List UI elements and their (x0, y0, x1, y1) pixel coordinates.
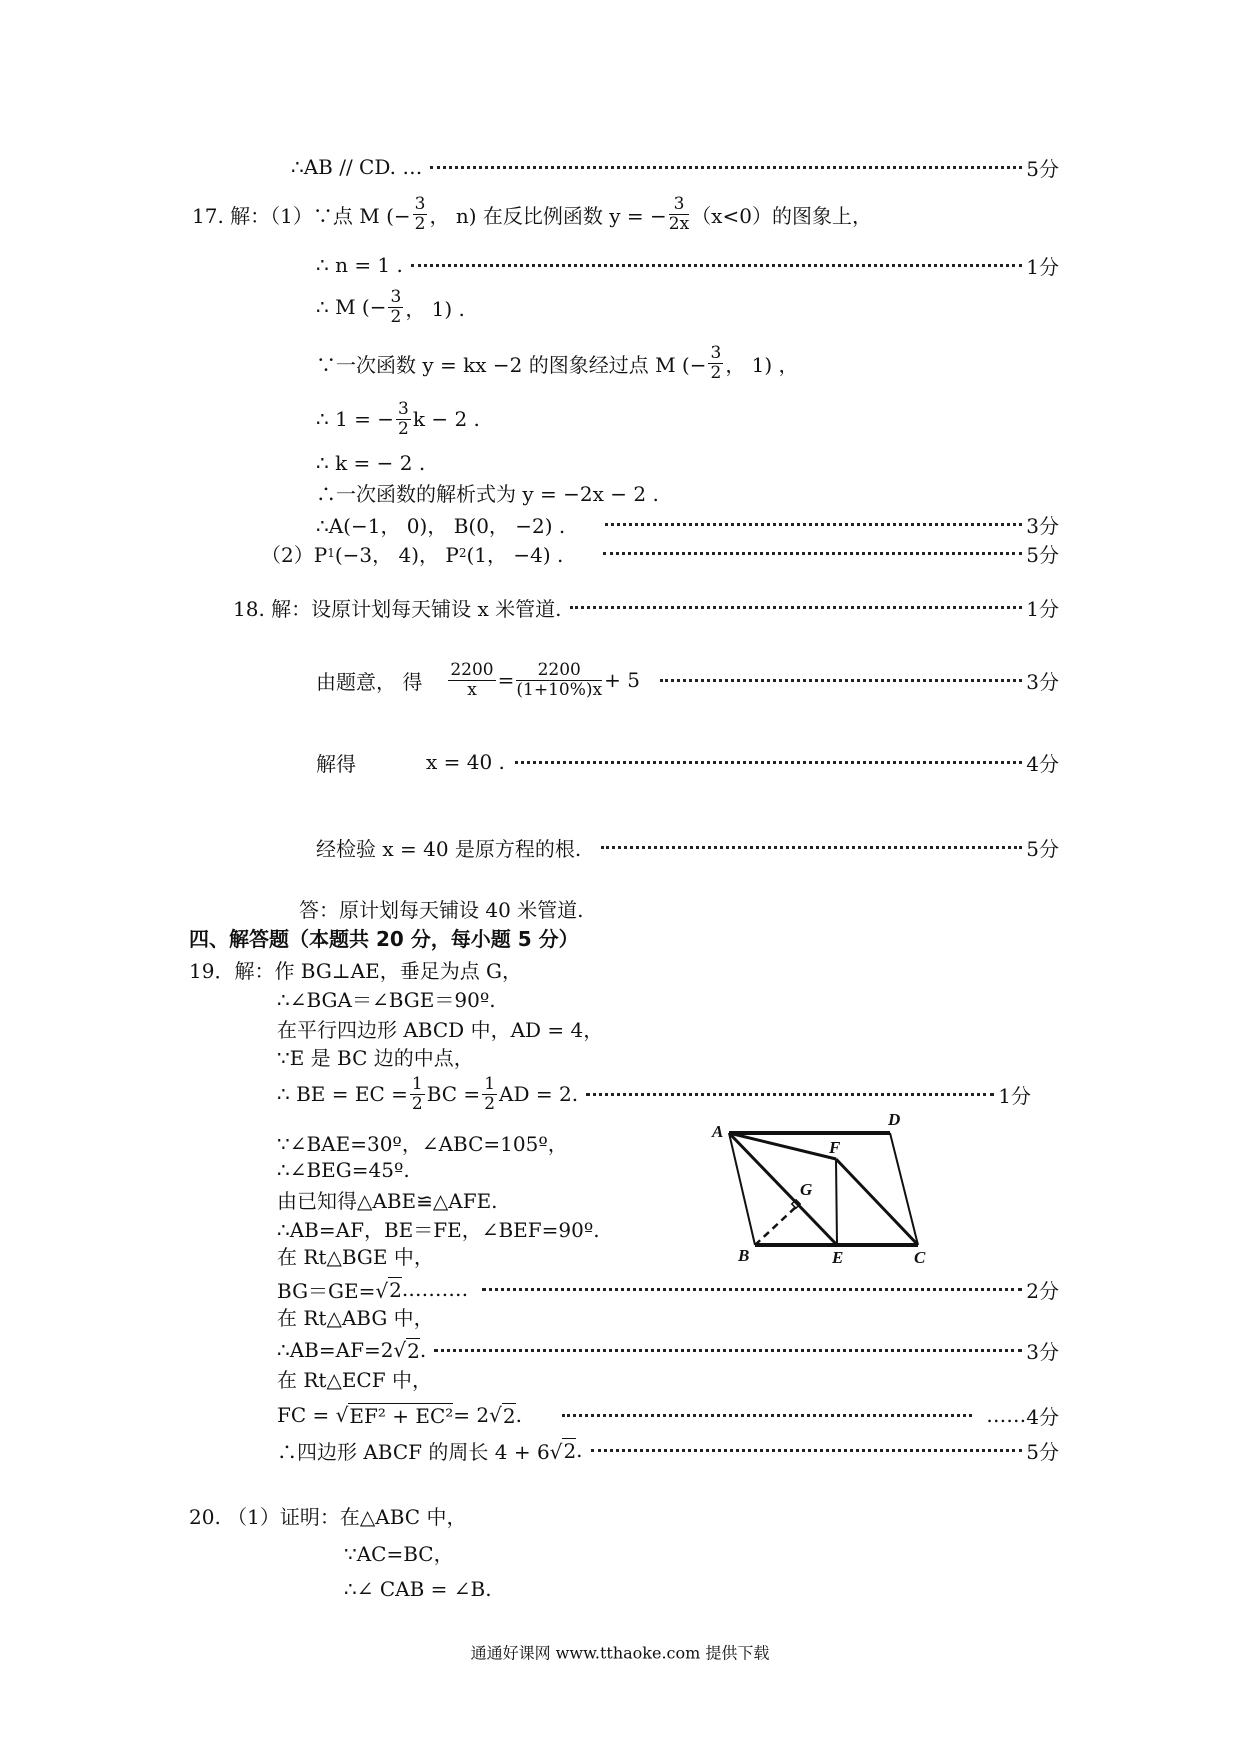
text: .……… (401, 1277, 469, 1301)
radicand: 2 (407, 1338, 420, 1363)
numerator: 3 (669, 195, 689, 215)
text: = 2√ (453, 1403, 502, 1427)
subscript: 2 (458, 546, 467, 560)
text: 解得 (316, 751, 356, 776)
text: . (419, 1338, 427, 1362)
segment-AE (729, 1133, 837, 1245)
text: . (576, 1438, 583, 1462)
text: 20. （1）证明：在△ABC 中， (189, 1504, 467, 1529)
numerator: 2200 (516, 661, 602, 681)
denominator: 2 (411, 1093, 423, 1114)
fraction (413, 195, 428, 234)
text: ∵AC=BC， (344, 1541, 454, 1566)
text: BC = (426, 1082, 481, 1106)
text: 由题意， 得 (316, 669, 423, 694)
score: 5分 (1026, 1439, 1059, 1464)
text: x = 40 . (426, 750, 505, 774)
text: ∴A(−1， 0)， B(0， −2) . (316, 513, 566, 538)
q17-line1 (192, 184, 872, 244)
label-B: B (738, 1246, 750, 1265)
label-C: C (914, 1248, 926, 1265)
subscript: 1 (327, 546, 335, 560)
fraction (669, 195, 689, 234)
text: (−3， 4)， P (334, 542, 459, 567)
score: 3分 (1026, 669, 1059, 694)
dot-leader (660, 679, 1022, 682)
text: 17. 解：（1）∵点 M (− (192, 203, 411, 228)
text: 在 Rt△BGE 中， (277, 1244, 434, 1269)
text: 在 Rt△ABG 中， (277, 1305, 434, 1330)
text: ∴ BE = EC = (277, 1082, 408, 1106)
text: 经检验 x = 40 是原方程的根. (316, 836, 582, 861)
denominator: 2 (484, 1093, 496, 1114)
text: ∵一次函数 y = kx −2 的图象经过点 M (− (316, 352, 707, 377)
fraction (410, 1075, 425, 1114)
q17-line9 (261, 533, 1059, 573)
text: ∴∠BEG=45º. (277, 1158, 410, 1182)
score: 1分 (1026, 254, 1059, 279)
score: 5分 (1026, 836, 1059, 861)
text: AD = 2. (499, 1082, 579, 1106)
text: （x<0）的图象上， (691, 203, 872, 228)
fraction (516, 661, 602, 700)
q18-line2 (316, 650, 1059, 710)
text: 19．解：作 BG⊥AE，垂足为点 G， (189, 958, 523, 983)
label-A: A (712, 1122, 724, 1141)
numerator: 3 (710, 342, 722, 363)
q20-line3 (344, 1569, 492, 1609)
parallelogram-figure (700, 1105, 940, 1265)
text: ∴ 1 = − (316, 407, 395, 431)
line-text: ∴AB // CD. … (291, 155, 423, 179)
score: 2分 (1026, 1278, 1059, 1303)
text: ∴ k = − 2 . (316, 451, 426, 475)
dot-leader (430, 166, 1022, 169)
heading: 四、解答题（本题共 20 分，每小题 5 分） (189, 926, 579, 951)
text: k − 2 . (412, 407, 480, 431)
numerator: 3 (414, 193, 426, 214)
text: ∵∠BAE=30º，∠ABC=105º， (277, 1131, 568, 1156)
text: ∴ n = 1 . (316, 253, 403, 277)
score: 5分 (1026, 156, 1059, 181)
q19-line15 (277, 1395, 1059, 1435)
text: …… (986, 1403, 1027, 1427)
dot-leader (515, 761, 1022, 764)
q16-conclusion (291, 147, 1059, 187)
text: ∵E 是 BC 边的中点， (277, 1045, 474, 1070)
text: ∴AB=AF，BE＝FE，∠BEF=90º. (277, 1217, 600, 1242)
radicand: 2 (389, 1277, 402, 1302)
text: ∴ M (− (316, 295, 387, 319)
segment-BG-dashed (755, 1205, 798, 1245)
score: 4分 (1026, 751, 1059, 776)
q20-line2 (344, 1532, 454, 1572)
text: （2）P (261, 542, 328, 567)
denominator: 2 (398, 418, 409, 439)
dot-leader (586, 1093, 994, 1096)
q18-line4 (316, 827, 1059, 867)
segment-AB (729, 1133, 755, 1245)
text: 在平行四边形 ABCD 中，AD = 4， (277, 1017, 604, 1042)
dot-leader (591, 1449, 1023, 1452)
text: 在 Rt△ECF 中， (277, 1367, 432, 1392)
denominator: 2 (710, 362, 722, 383)
text: 18. 解：设原计划每天铺设 x 米管道. (233, 596, 562, 621)
radicand: 2 (502, 1403, 516, 1428)
radicand: EF² + EC² (349, 1403, 454, 1428)
q19-line16 (277, 1430, 1059, 1470)
q19-line14 (277, 1358, 432, 1398)
text: ∴AB=AF=2√ (277, 1338, 407, 1362)
numerator: 3 (398, 398, 409, 419)
q20-line1 (189, 1495, 466, 1535)
numerator: 2200 (450, 659, 494, 680)
dot-leader (411, 264, 1022, 267)
dot-leader (482, 1288, 1022, 1291)
numerator: 1 (484, 1073, 496, 1094)
text: 答：原计划每天铺设 40 米管道. (299, 897, 584, 922)
dot-leader (562, 1414, 972, 1417)
text: FC = √ (277, 1403, 349, 1427)
denominator: 2x (668, 213, 690, 234)
score: 3分 (1026, 1339, 1059, 1364)
score: 5分 (1026, 542, 1059, 567)
label-F: F (829, 1138, 841, 1157)
denominator: 2 (390, 306, 402, 327)
segment-FC (836, 1159, 918, 1245)
numerator: 3 (390, 286, 402, 307)
fraction (396, 400, 411, 439)
denominator: 2 (414, 213, 426, 234)
q18-line1 (233, 587, 1059, 627)
text: ∴∠ CAB = ∠B. (344, 1577, 492, 1601)
text: + 5 (604, 668, 640, 692)
dot-leader (603, 552, 1022, 555)
text: ， n) 在反比例函数 y = − (429, 203, 667, 228)
text: BG＝GE=√ (277, 1278, 389, 1303)
page-footer: 通通好课网 www.tthaoke.com 提供下载 (470, 1643, 770, 1663)
fraction (448, 661, 495, 700)
dot-leader (570, 606, 1023, 609)
dot-leader (434, 1349, 1022, 1352)
label-G: G (800, 1180, 813, 1199)
q18-line3 (316, 742, 1059, 782)
score: 4分 (1026, 1404, 1059, 1429)
fraction (482, 1075, 497, 1114)
denominator: (1+10%)x (516, 679, 603, 700)
label-D: D (888, 1110, 901, 1129)
fraction (388, 288, 403, 327)
text: ， 1) . (405, 296, 465, 321)
score: 1分 (998, 1083, 1031, 1108)
dot-leader (601, 846, 1022, 849)
text: ∴一次函数的解析式为 y = −2x − 2 . (316, 481, 659, 506)
text: ∴四边形 ABCF 的周长 4 + 6√ (277, 1439, 563, 1464)
denominator: x (467, 679, 477, 700)
text: 由已知得△ABE≌△AFE. (277, 1188, 498, 1213)
score: 1分 (1026, 596, 1059, 621)
dot-leader (605, 523, 1022, 526)
radicand: 2 (563, 1438, 577, 1463)
q17-line5 (316, 389, 480, 449)
text: (1， −4) . (466, 542, 564, 567)
text: . (515, 1403, 522, 1427)
text: ∴∠BGA＝∠BGE＝90º. (277, 987, 496, 1012)
score: 3分 (1026, 513, 1059, 538)
segment-FE (836, 1159, 837, 1245)
text: ， 1) ， (725, 352, 799, 377)
segment-AF (729, 1133, 836, 1159)
label-E: E (832, 1248, 844, 1265)
numerator: 1 (411, 1073, 423, 1094)
fraction (708, 344, 723, 383)
q17-line3 (316, 277, 465, 337)
text: = (497, 668, 515, 692)
q17-line4 (316, 333, 799, 393)
